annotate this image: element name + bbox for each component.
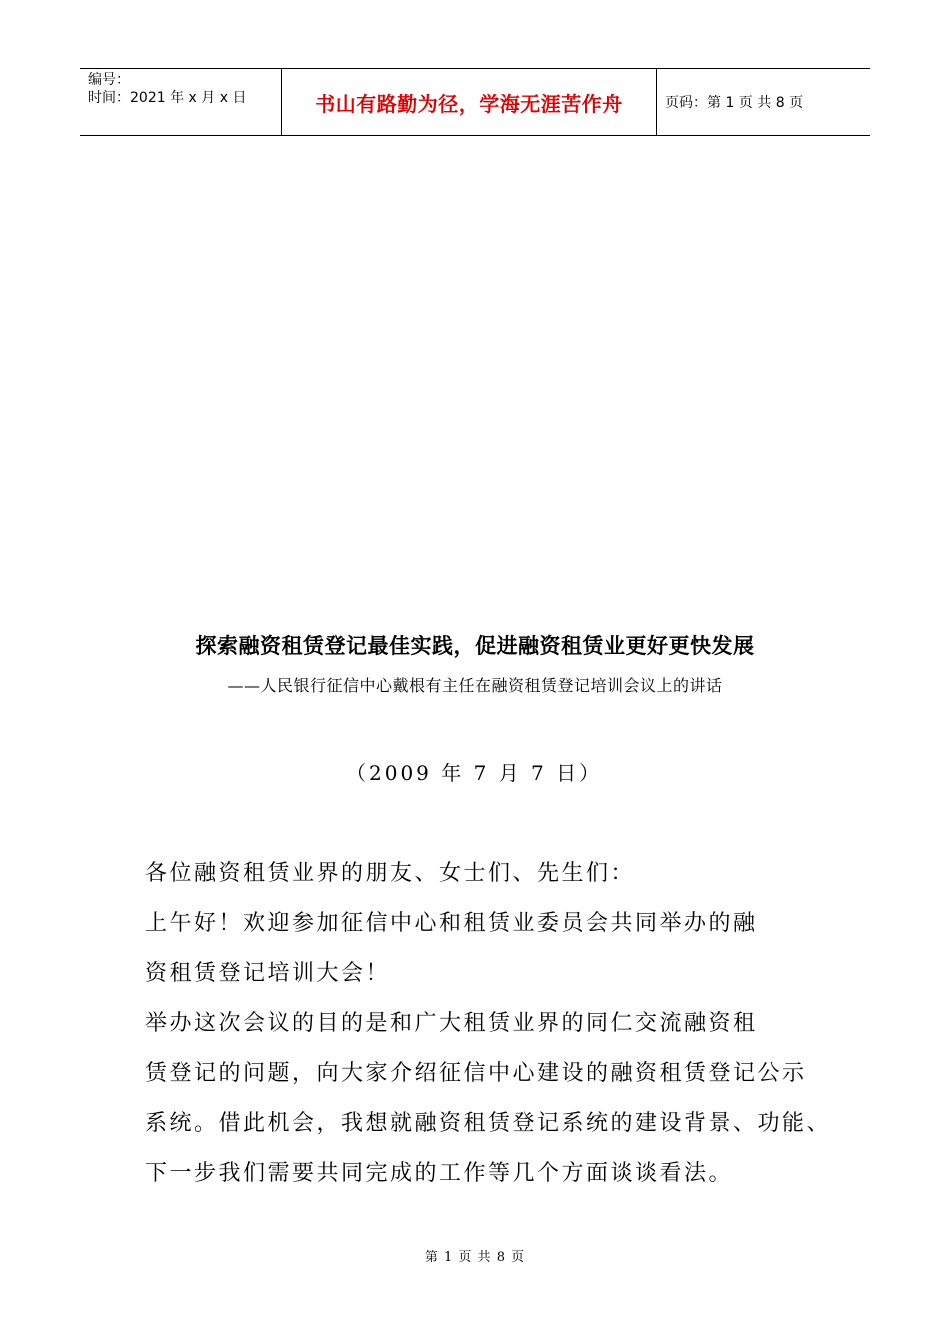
body-line: 资租赁登记培训大会！ <box>145 961 391 986</box>
document-number-label: 编号： <box>88 72 130 88</box>
body-line: 赁登记的问题，向大家介绍征信中心建设的融资租赁登记公示 <box>145 1061 807 1086</box>
body-line: 各位融资租赁业界的朋友、女士们、先生们： <box>145 861 636 886</box>
header-page-info: 页码：第 1 页 共 8 页 <box>665 95 804 111</box>
header-motto-cell <box>282 69 657 135</box>
document-subtitle: ——人民银行征信中心戴根有主任在融资租赁登记培训会议上的讲话 <box>227 676 723 695</box>
page-header <box>80 68 870 136</box>
body-line: 举办这次会议的目的是和广大租赁业界的同仁交流融资租 <box>145 1011 758 1036</box>
header-motto: 书山有路勤为径，学海无涯苦作舟 <box>315 91 623 116</box>
document-title: 探索融资租赁登记最佳实践，促进融资租赁业更好更快发展 <box>195 634 755 658</box>
header-page-cell <box>657 69 870 135</box>
page-footer: 第 1 页 共 8 页 <box>424 1250 526 1265</box>
document-time-label: 时间：2021 年 x 月 x 日 <box>88 90 247 106</box>
body-line: 下一步我们需要共同完成的工作等几个方面谈谈看法。 <box>145 1161 734 1186</box>
header-meta-cell <box>80 69 282 135</box>
body-line: 上午好！欢迎参加征信中心和租赁业委员会共同举办的融 <box>145 911 758 936</box>
document-date: （2009 年 7 月 7 日） <box>346 761 603 785</box>
body-line: 系统。借此机会，我想就融资租赁登记系统的建设背景、功能、 <box>145 1111 832 1136</box>
